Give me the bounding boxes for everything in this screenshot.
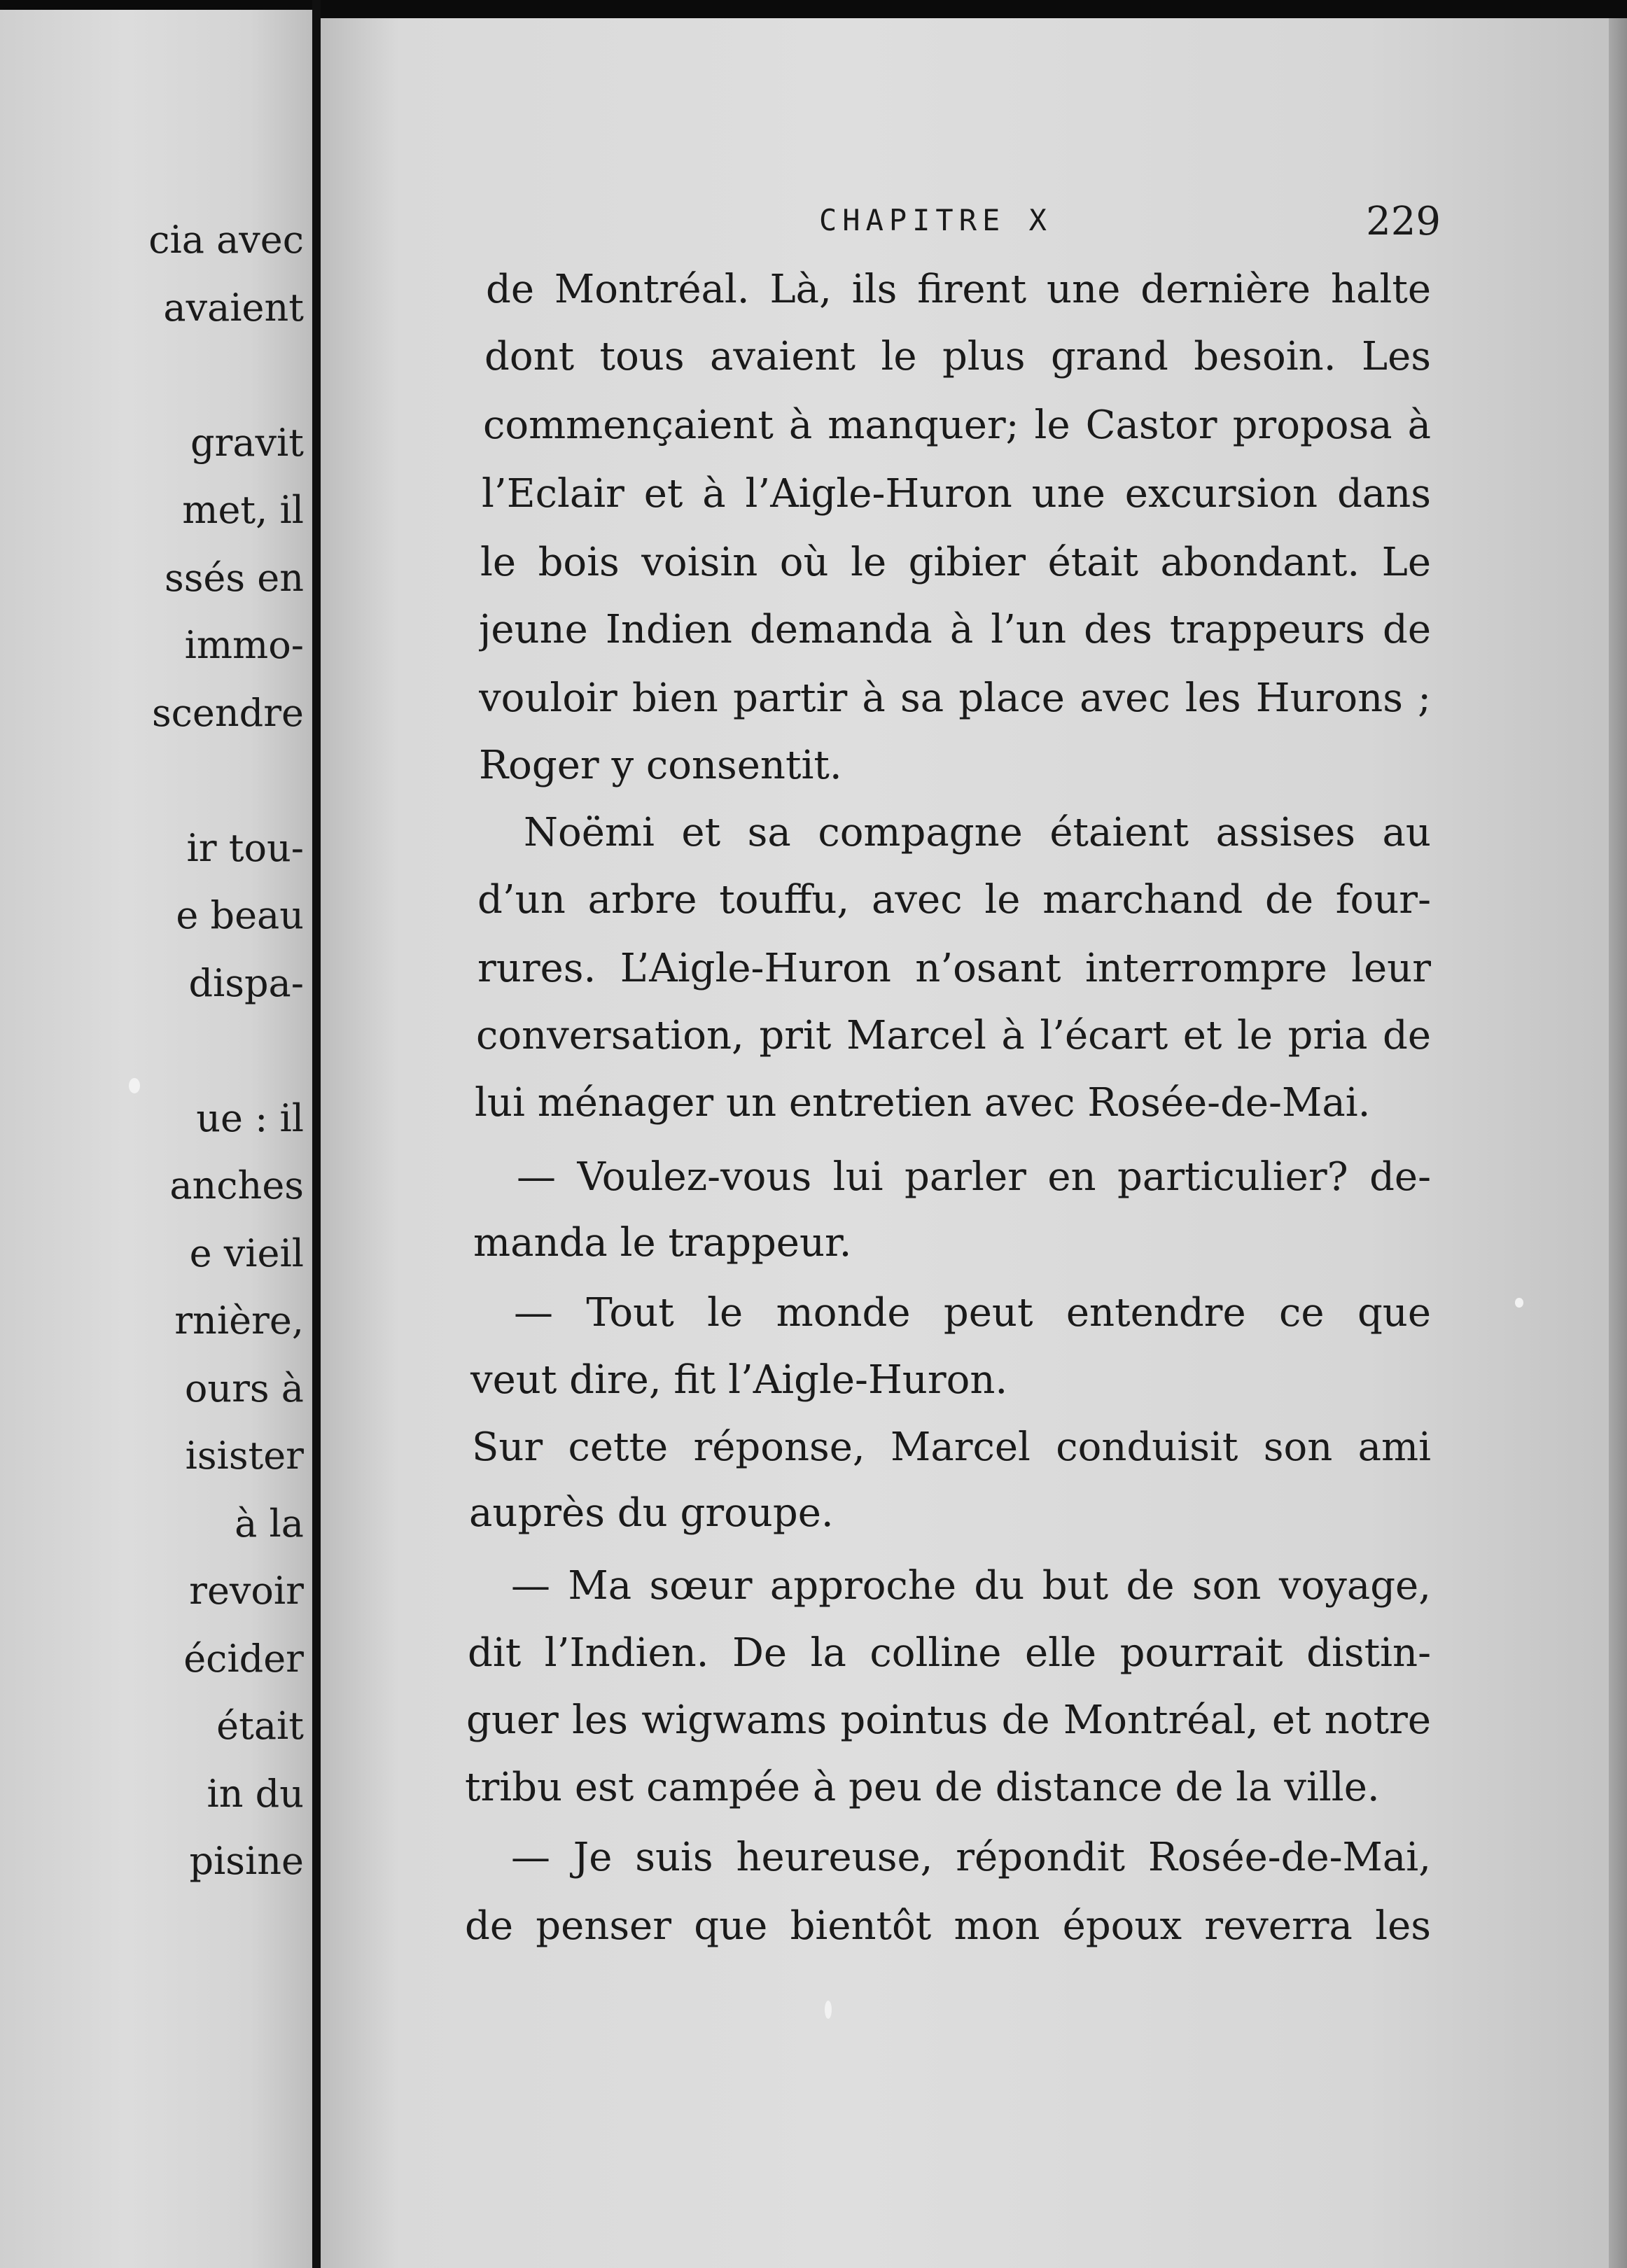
left-page-line: ue : il (196, 1096, 304, 1140)
left-page-line: immo- (184, 623, 304, 667)
left-page-line: ir tou- (186, 825, 304, 870)
page-text-line: le bois voisin où le gibier était abondant. Le (480, 540, 1431, 585)
left-page-line: avaient (163, 285, 304, 330)
page-text-line: dit l’Indien. De la colline elle pourrait distin- (468, 1631, 1431, 1676)
scan-speck (1515, 1298, 1523, 1308)
page-text-line: guer les wigwams pointus de Montréal, et notre (466, 1698, 1431, 1743)
left-page-line: revoir (189, 1569, 304, 1613)
left-page-line: écider (183, 1636, 304, 1681)
running-head: CHAPITRE X (819, 203, 1052, 237)
page-text-line: lui ménager un entretien avec Rosée-de-Mai. (475, 1080, 1371, 1126)
page-text-line: Roger y consentit. (479, 743, 842, 788)
left-page-line: cia avec (148, 218, 304, 262)
page-text-line: tribu est campée à peu de distance de la ville. (465, 1765, 1380, 1810)
left-page-line: scendre (151, 690, 304, 735)
left-page-line: dispa- (188, 960, 304, 1005)
left-page-line: était (216, 1704, 304, 1748)
left-page-line: ssés en (165, 555, 304, 600)
left-page-line: ours à (184, 1366, 304, 1410)
left-page-line: rnière, (174, 1298, 304, 1343)
page-text-line: d’un arbre touffu, avec le marchand de four- (477, 878, 1431, 923)
page-text-line: — Je suis heureuse, répondit Rosée-de-Mai, (511, 1835, 1431, 1880)
left-page-line: met, il (182, 488, 304, 532)
page-text-line: dont tous avaient le plus grand besoin. Les (484, 335, 1431, 379)
left-page-line: pisine (189, 1839, 304, 1883)
left-page-line: gravit (190, 420, 304, 465)
page-text-line: veut dire, fit l’Aigle-Huron. (470, 1357, 1008, 1403)
page-text-line: — Ma sœur approche du but de son voyage, (511, 1564, 1431, 1609)
page-text-line: de Montréal. Là, ils firent une dernière halte (486, 267, 1431, 312)
left-page-line: anches (169, 1163, 304, 1208)
page-text-line: jeune Indien demanda à l’un des trappeurs de (479, 608, 1431, 652)
scan-speck (129, 1078, 140, 1093)
right-page (321, 18, 1627, 2268)
page-text-line: Noëmi et sa compagne étaient assises au (524, 811, 1431, 855)
page-text-line: — Tout le monde peut entendre ce que (514, 1291, 1431, 1336)
page-text-line: Sur cette réponse, Marcel conduisit son ami (472, 1425, 1431, 1470)
page-edge-shadow (1609, 18, 1627, 2268)
page-text-line: commençaient à manquer; le Castor proposa à (483, 403, 1431, 448)
page-text-line: manda le trappeur. (473, 1220, 852, 1266)
left-page-line: in du (207, 1771, 304, 1816)
page-text-line: rures. L’Aigle-Huron n’osant interrompre leur (477, 946, 1431, 991)
page-number: 229 (1366, 199, 1441, 244)
left-page-line: isister (185, 1434, 304, 1478)
page-text-line: conversation, prit Marcel à l’écart et le pria de (476, 1014, 1431, 1058)
left-page (0, 10, 312, 2268)
page-text-line: de penser que bientôt mon époux reverra les (465, 1904, 1431, 1949)
scan-speck (825, 2001, 832, 2019)
book-gutter (312, 0, 321, 2268)
left-page-line: à la (235, 1501, 304, 1546)
page-text-line: auprès du groupe. (469, 1490, 834, 1536)
left-page-line: e vieil (189, 1231, 304, 1275)
page-text-line: l’Eclair et à l’Aigle-Huron une excursion dans (482, 472, 1431, 517)
page-text-line: vouloir bien partir à sa place avec les Hurons ; (479, 676, 1431, 721)
page-text-line: — Voulez-vous lui parler en particulier? de- (517, 1155, 1431, 1200)
left-page-line: e beau (176, 893, 304, 937)
